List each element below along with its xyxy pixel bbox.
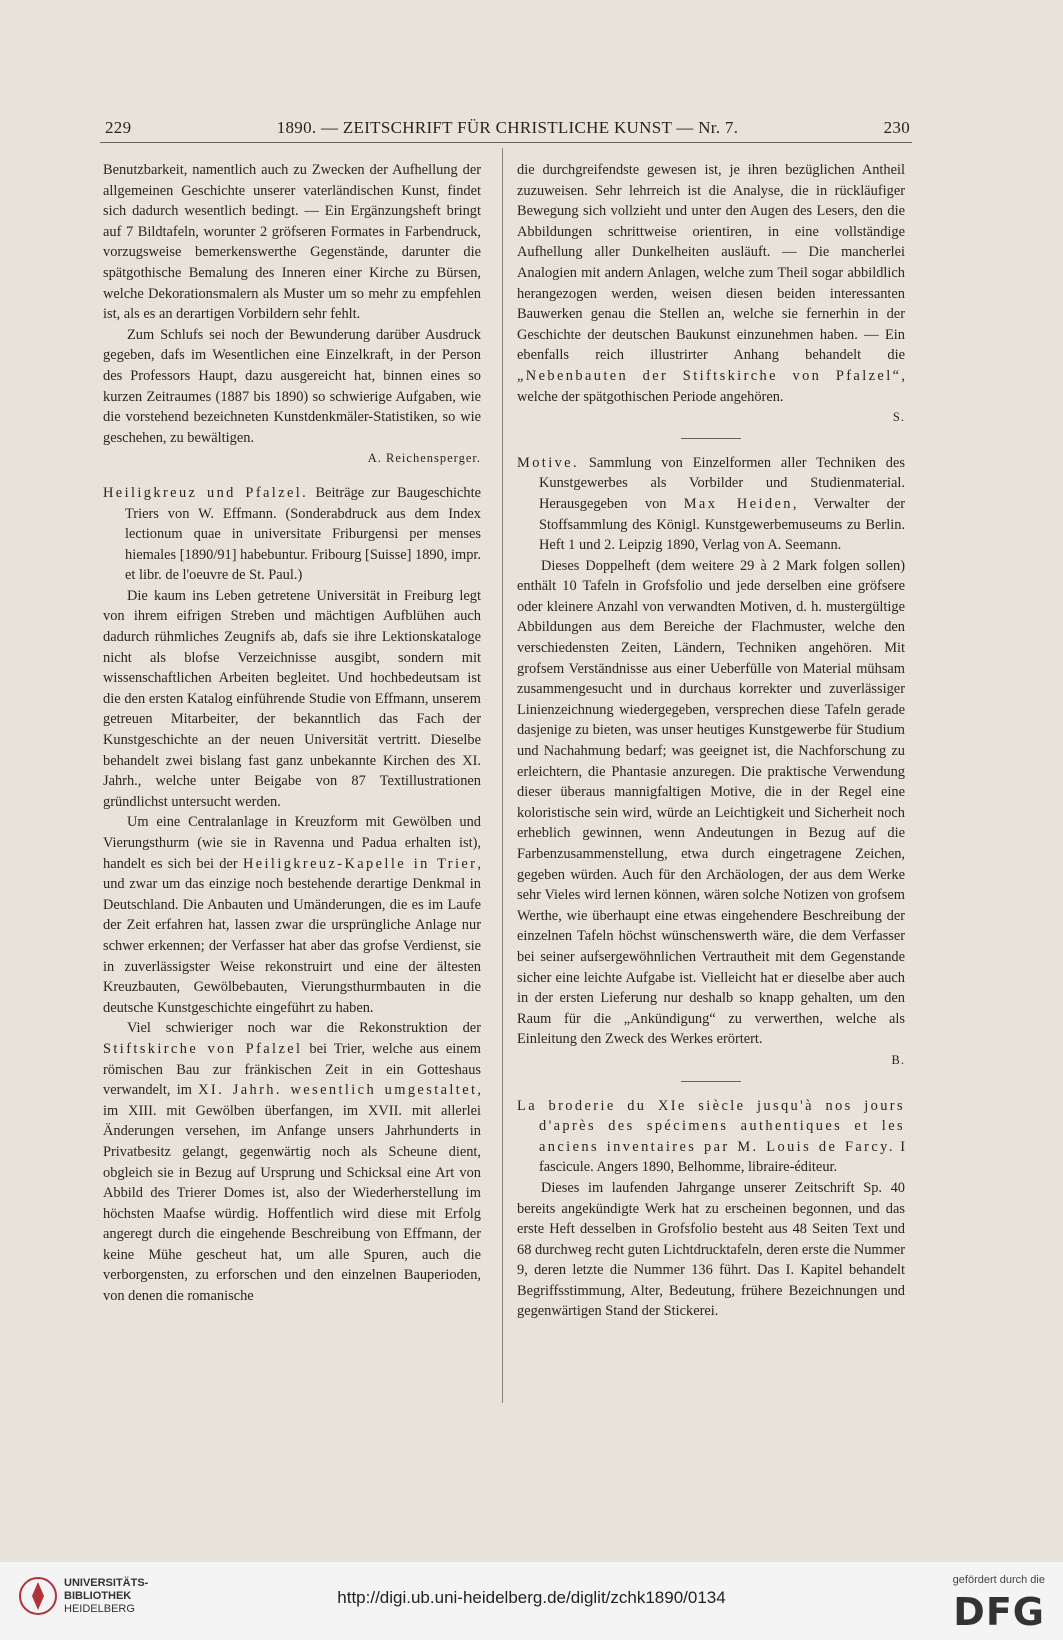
funding-label: gefördert durch die	[952, 1574, 1045, 1586]
text-run: die durchgreifendste gewesen ist, je ihren bezüglichen Antheil zuzuweisen. Sehr lehrreich ist die Analyse, die in rückläufiger Bewegung sich vollzieht und unter den Augen des Lesers, den die Abbildungen schrittweise orientiren, in eine vollständige Aufhellung aller Dunkelheiten ausläuft. — Die mancherlei Analogien mit andern Anlagen, welche zum Theil sogar abbildlich herangezogen werden, weisen diesen beiden interessanten Bauwerken genau die Stellen an, welche sie fernerhin in der Geschichte der deutschen Baukunst einzunehmen haben. — Ein ebenfalls reich illustrirter Anhang behandelt die	[517, 162, 905, 364]
paragraph	[517, 160, 905, 407]
paragraph: Dieses im laufenden Jahrgange unserer Zeitschrift Sp. 40 bereits angekündigte Werk hat zu erscheinen begonnen, und das erste Heft desselben in Grofsfolio besteht aus 48 Seiten Text und 68 durchweg recht guten Lichtdrucktafeln, deren erste die Nummer 9, deren letzte die Nummer 136 führt. Das I. Kapitel behandelt Begriffsstimmung, Alter, Bedeutung, frühere Bezeichnungen und gegenwärtigen Stand der Stickerei.	[517, 1179, 905, 1320]
text-run: Um eine Centralanlage in Kreuzform mit Gewölben und Vierungsthurm (wie sie in Ravenna und Padua erhalten ist), handelt es sich bei der	[103, 814, 481, 872]
emphasis: Max Heiden	[683, 495, 793, 512]
text-run: Viel schwieriger noch war die Rekonstruktion der	[127, 1020, 481, 1037]
viewer-footer	[0, 1562, 1063, 1640]
text-run: , im XIII. mit Gewölben überfangen, im XVII. mit allerlei Änderungen versehen, im Anfange unsers Jahrhunderts in Privatbesitz gelangt, gegenwärtig noch als Scheune dient, obgleich sie in Bezug auf Ursprung und Schicksal eine Art von Abbild des Trierer Domes ist, also der Wiederherstellung im höchsten Maafse würdig. Hoffentlich wird diese mit Erfolg angeregt durch die eingehende Beschreibung von Effmann, der keine Mühe gescheut hat, um alle Spuren, auch die verborgensten, zu erforschen und den einzelnen Bauperioden, von denen die romanische	[103, 1082, 481, 1305]
paragraph: Dieses Doppelheft (dem weitere 29 à 2 Mark folgen sollen) enthält 10 Tafeln in Grofsfolio und jede derselben eine gröfsere oder kleinere Anzahl von verwandten Motiven, d. h. mustergültige Abbildungen aus dem Bereiche der Flachmuster, welche den verschiedensten Zeiten, Ländern, Techniken angehören. Mit grofsem Verständnisse aus einer Ueberfülle von Material mühsam zusammengesucht und in durchaus korrekter und zuverlässiger Linienzeichnung wiedergegeben, versprechen diese Tafeln gerade dasjenige zu bieten, was unser heutiges Kunstgewerbe für Studium und Nachahmung bedarf; was geeignet ist, die Nachforschung zu erleichtern, die Phantasie anzuregen. Die praktische Verwendung dieser überaus mannigfaltigen Motive, die in der Regel eine koloristische sein wird, würde an Leichtigkeit und Sicherheit noch erheblich gewinnen, wenn Andeutungen in Bezug auf die Farbenzusammenstellung, etwa durch eingetragene Zeichen, gegeben würden. Auch für den Archäologen, der aus dem Werke sehr Vieles wird lernen können, wären solche Notizen von grofsem Werthe, wie überhaupt eine etwas eingehendere Beschreibung der einzelnen Tafeln höchst wünschenswerth wäre, die dem Verfasser bei seiner aufsergewöhnlichen Vertrautheit mit dem Gegenstande sicher eine leichte Aufgabe ist. Vielleicht hat er dieselbe aber auch in der ersten Lieferung nur deshalb so knapp gehalten, um den Raum für die „Ankündigung“ zu verwerthen, welche als Einleitung den Zweck des Werkes erörtert.	[517, 557, 905, 1048]
author-signature: A. Reichensperger.	[367, 451, 481, 466]
emphasis: XI. Jahrh. wesentlich umgestaltet	[198, 1082, 478, 1099]
entry-text: Beiträge zur Baugeschichte Triers von W. Effmann. (Sonderabdruck aus dem Index lectionum quae in universitate Friburgensi per menses hiemales [1890/91] habebuntur. Fribourg [Suisse] 1890, impr. et libr. de l'oeuvre de St. Paul.)	[125, 484, 481, 584]
right-column	[517, 160, 905, 1322]
review-entry-heading	[517, 1096, 905, 1178]
dfg-logo: DFG	[953, 1590, 1045, 1634]
library-name-line: BIBLIOTHEK	[64, 1590, 132, 1602]
emphasis: Stiftskirche von Pfalzel	[103, 1040, 303, 1057]
entry-text: I fascicule. Angers 1890, Belhomme, libraire-éditeur.	[539, 1138, 905, 1176]
running-header	[105, 118, 910, 144]
entry-title: Heiligkreuz und Pfalzel.	[103, 484, 309, 501]
text-run: , und zwar um das einzige noch bestehende derartige Denkmal in Deutschland. Die Anbauten und Umänderungen, die es im Laufe der Zeit erfahren hat, lassen zwar die ursprüngliche Anlage nur schwer erkennen; der Verfasser hat aber das grofse Verdienst, sie in zuverlässigster Weise rekonstruirt und eine der ältesten Kreuzbauten, Gewölbebauten, Vierungsthurmbauten in die deutsche Kunstgeschichte eingeführt zu haben.	[103, 855, 481, 1016]
review-entry-heading	[103, 483, 481, 586]
left-column	[103, 160, 481, 1307]
section-rule	[681, 1081, 741, 1082]
permalink-url[interactable]: http://digi.ub.uni-heidelberg.de/diglit/zchk1890/0134	[337, 1588, 726, 1607]
author-signature: B.	[891, 1052, 905, 1067]
review-entry-heading	[517, 453, 905, 556]
header-rule	[100, 142, 912, 143]
paragraph: Benutzbarkeit, namentlich auch zu Zwecken der Aufhellung der allgemeinen Geschichte unserer vaterländischen Kunst, findet sich dadurch wesentlich bedingt. — Ein Ergänzungsheft bringt auf 7 Bildtafeln, worunter 2 gröfseren Formates in Farbendruck, vorzugsweise bemerkenswerthe Gegenstände, darunter die spätgothische Bemalung des Inneren einer Kirche zu Bürsen, welche Dekorationsmalern als Muster um so mehr zu empfehlen ist, als es an derartigen Vorbildern sehr fehlt.	[103, 162, 481, 323]
page-number-left: 229	[105, 118, 132, 137]
entry-title: Motive.	[517, 454, 579, 471]
paragraph: Die kaum ins Leben getretene Universität in Freiburg legt von ihrem eifrigen Streben und mächtigen Aufblühen auch dadurch rühmliches Zeugnifs ab, dafs sie ihre Lektionskataloge nicht als blofse Verzeichnisse ausgibt, sondern mit wissenschaftlichen Arbeiten begleitet. Und hochbedeutsam ist die den ersten Katalog einführende Studie von Effmann, unserem getreuen Mitarbeiter, der bekanntlich das Fach der Kunstgeschichte an der neuen Universität vertritt. Dieselbe behandelt zwei bislang fast ganz unbekannte Kirchen des XI. Jahrh., welche unter Beigabe von 87 Textillustrationen gründlichst untersucht werden.	[103, 587, 481, 810]
entry-text: Sammlung von Einzelformen aller Techniken des Kunstgewerbes als Vorbilder und Studienmaterial. Herausgegeben von	[539, 454, 905, 512]
emphasis: „Nebenbauten der Stiftskirche von Pfalzel“	[517, 367, 902, 384]
entry-title: La broderie du XIe siècle jusqu'à nos jours d'après des spécimens authentiques et les anciens inventaires par M. Louis de Farcy.	[517, 1097, 905, 1155]
section-rule	[681, 438, 741, 439]
emphasis: Heiligkreuz-Kapelle in Trier	[242, 855, 478, 872]
paragraph: Zum Schlufs sei noch der Bewunderung darüber Ausdruck gegeben, dafs im Wesentlichen eine Einzelkraft, in der Person des Professors Haupt, dazu ausgereicht hat, binnen eines so kurzen Zeitraumes (1887 bis 1890) so schwierige Aufgaben, wie die vorstehend bezeichneten Kunstdenkmäler-Statistiken, so wie geschehen, zu bewältigen.	[103, 326, 481, 446]
text-run: bei Trier, welche aus einem römischen Bau zur fränkischen Zeit in ein Gotteshaus verwandelt, im	[103, 1040, 481, 1099]
text-run: , welche der spätgothischen Periode angehören.	[517, 367, 905, 405]
column-divider	[502, 148, 503, 1403]
author-signature: S.	[892, 410, 905, 425]
page-number-right: 230	[883, 118, 910, 137]
journal-title: 1890. — ZEITSCHRIFT FÜR CHRISTLICHE KUNST — Nr. 7.	[276, 118, 739, 137]
paragraph	[103, 1018, 481, 1306]
library-name-line: UNIVERSITÄTS-	[64, 1577, 149, 1589]
paragraph	[103, 812, 481, 1018]
entry-text: , Verwalter der Stoffsammlung des Königl. Kunstgewerbemuseums zu Berlin. Heft 1 und 2. Leipzig 1890, Verlag von A. Seemann.	[539, 495, 905, 554]
library-name-line: HEIDELBERG	[64, 1603, 135, 1615]
